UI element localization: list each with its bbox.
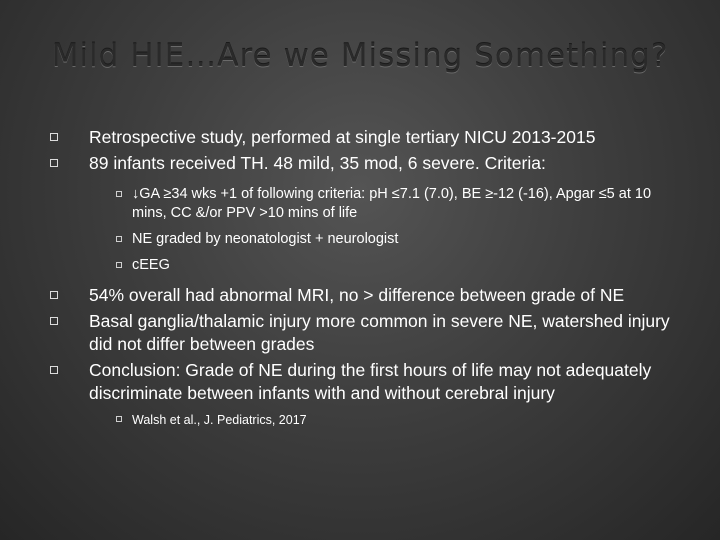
- sub-bullet-item: [50, 230, 680, 249]
- citation-item: [50, 411, 680, 430]
- bullet-text: Conclusion: Grade of NE during the first hours of life may not adequately discriminate between infants with and without cerebral injury: [89, 360, 652, 403]
- citation-text: Walsh et al., J. Pediatrics, 2017: [132, 413, 307, 427]
- checkbox-bullet-icon: [50, 317, 58, 325]
- checkbox-bullet-icon: [50, 291, 58, 299]
- bullet-item: [50, 152, 680, 175]
- square-bullet-icon: [116, 262, 122, 268]
- checkbox-bullet-icon: [50, 159, 58, 167]
- bullet-item: [50, 310, 680, 356]
- sub-bullet-item: [50, 256, 680, 275]
- checkbox-bullet-icon: [50, 366, 58, 374]
- bullet-text: Basal ganglia/thalamic injury more common in severe NE, watershed injury did not differ between grades: [89, 311, 670, 354]
- bullet-item: [50, 359, 680, 405]
- bullet-item: [50, 284, 680, 307]
- bullet-text: Retrospective study, performed at single tertiary NICU 2013-2015: [89, 127, 596, 147]
- slide-content: [50, 126, 680, 437]
- sub-bullet-text: ↓GA ≥34 wks +1 of following criteria: pH ≤7.1 (7.0), BE ≥-12 (-16), Apgar ≤5 at 10 mins, CC &/or PPV >10 mins of life: [132, 186, 652, 221]
- square-bullet-icon: [116, 236, 122, 242]
- square-bullet-icon: [116, 191, 122, 197]
- slide-title: Mild HIE…Are we Missing Something?: [51, 38, 669, 74]
- sub-bullet-text: NE graded by neonatologist + neurologist: [132, 231, 399, 247]
- bullet-text: 54% overall had abnormal MRI, no > difference between grade of NE: [89, 285, 625, 305]
- bullet-item: [50, 126, 680, 149]
- square-bullet-icon: [116, 416, 122, 422]
- sub-bullet-item: [50, 185, 680, 223]
- bullet-text: 89 infants received TH. 48 mild, 35 mod, 6 severe. Criteria:: [89, 153, 546, 173]
- checkbox-bullet-icon: [50, 133, 58, 141]
- sub-bullet-text: cEEG: [132, 257, 170, 273]
